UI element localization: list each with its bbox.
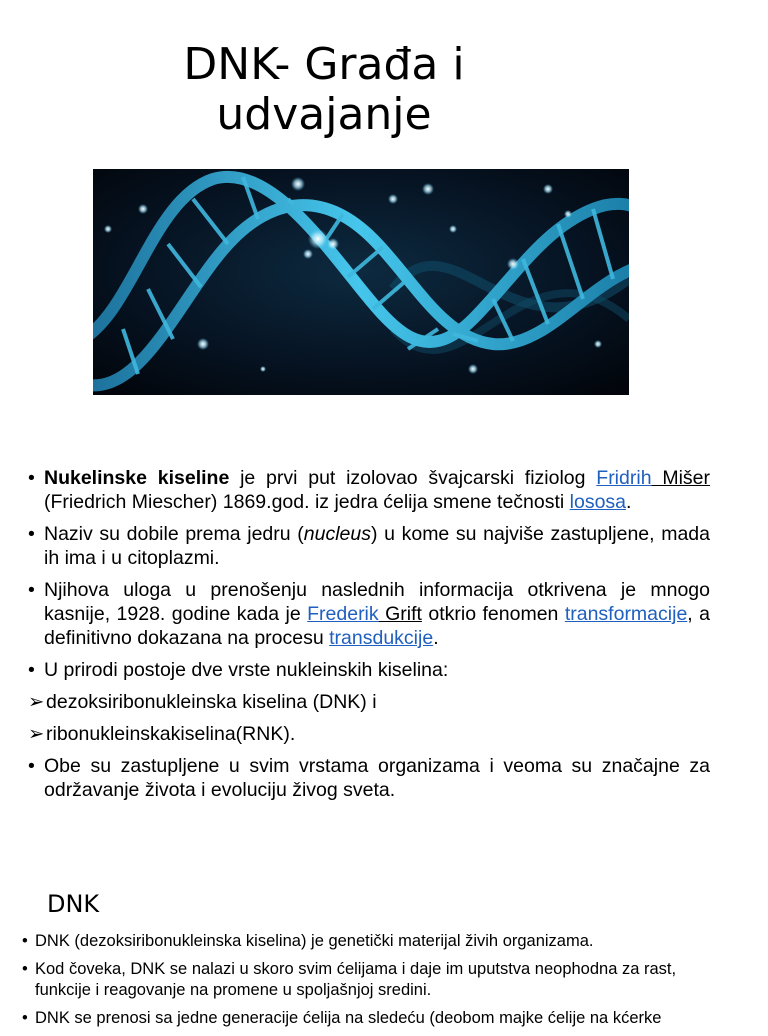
link-fridrih[interactable]: Fridrih — [596, 467, 652, 489]
slide-title — [120, 40, 528, 140]
link-frederik[interactable]: Frederik — [307, 603, 379, 625]
bullet-presence: • Obe su zastupljene u svim vrstama organizama i veoma su značajne za održavanje života i evoluciju živog sveta. — [28, 754, 710, 802]
link-transdukcije[interactable]: transdukcije — [329, 627, 434, 649]
list-item: • DNK se prenosi sa jedne generacije ćelija na sledeću (deobom majke ćelije na kćerke — [22, 1008, 712, 1029]
bullet-naming: • Naziv su dobile prema jedru (nucleus) u kome su najviše zastupljene, mada ih ima i u citoplazmi. — [28, 522, 710, 570]
section-title-dnk: DNK — [47, 890, 100, 918]
dna-helix-image — [93, 169, 629, 395]
slide-title-line2: udvajanje — [216, 89, 432, 140]
bullet-role: • Njihova uloga u prenošenju naslednih informacija otkrivena je mnogo kasnije, 1928. godine kada je Frederik Grift otkrio fenomen transformacije, a definitivno dokazana na procesu transdukcije. — [28, 578, 710, 650]
list-item: • Kod čoveka, DNK se nalazi u skoro svim ćelijama i daje im uputstva neophodna za rast, funkcije i reagovanje na promene u spoljašnjoj sredini. — [22, 959, 712, 1001]
slide-title-line1: DNK- Građa i — [183, 39, 465, 90]
arrow-item-rnk: ➢ ribonukleinskakiselina(RNK). — [28, 723, 296, 745]
link-transformacije[interactable]: transformacije — [564, 603, 688, 625]
slide1-bullet-list — [28, 466, 710, 810]
bullet-isolation: • Nukelinske kiseline je prvi put izolovao švajcarski fiziolog Fridrih Mišer (Friedrich Miescher) 1869.god. iz jedra ćelija smene tečnosti lososa. — [28, 466, 710, 514]
bold-term: Nukelinske kiseline — [44, 467, 230, 489]
list-item: • DNK (dezoksiribonukleinska kiselina) je genetički materijal živih organizama. — [22, 931, 712, 952]
slide2-bullet-list — [22, 931, 712, 1036]
arrow-bullet-icon: ➢ — [28, 691, 45, 713]
link-grift[interactable]: Grift — [378, 603, 422, 625]
link-lososa[interactable]: lososa — [569, 491, 627, 513]
link-miser[interactable]: Mišer — [651, 467, 710, 489]
bullet-types: • U prirodi postoje dve vrste nukleinskih kiselina: — [28, 658, 710, 682]
arrow-bullet-icon: ➢ — [28, 723, 45, 745]
italic-term: nucleus — [303, 523, 371, 545]
arrow-item-dnk: ➢ dezoksiribonukleinska kiselina (DNK) i — [28, 691, 377, 713]
